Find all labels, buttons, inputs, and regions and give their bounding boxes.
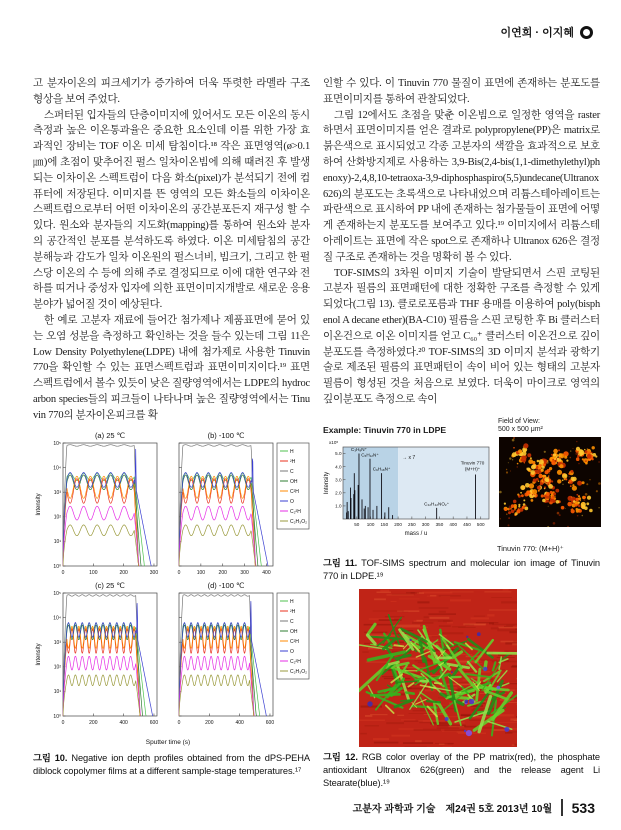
svg-text:450: 450 xyxy=(463,521,471,527)
svg-text:x10⁵: x10⁵ xyxy=(329,439,339,445)
spectrum-svg xyxy=(323,437,493,543)
svg-text:250: 250 xyxy=(408,521,416,527)
svg-text:2.0: 2.0 xyxy=(335,490,342,496)
svg-text:10⁰: 10⁰ xyxy=(53,713,61,720)
svg-text:5.0: 5.0 xyxy=(335,451,342,457)
svg-text:500: 500 xyxy=(476,521,485,527)
header-authors: 이연희 · 이지혜 xyxy=(500,27,574,39)
svg-text:C₂²H: C₂²H xyxy=(290,508,301,515)
depth-profile-row-svg xyxy=(33,430,311,580)
svg-text:400: 400 xyxy=(262,569,271,576)
svg-text:C₂H₃O₂: C₂H₃O₂ xyxy=(290,518,308,525)
svg-text:C₃H₈N⁺: C₃H₈N⁺ xyxy=(350,446,368,452)
svg-text:0: 0 xyxy=(61,719,65,726)
body-paragraph: 한 예로 고분자 재료에 들어간 첨가제나 제품표면에 묻어 있는 오염 성분을 측정하고 확인하는 것을 들수 있는데 그림 11은 Low Density Polyethylene(LDPE) 내에 첨가제로 사용한 Tinuvin 770을 확인할 수 있는 표면스펙트럼과 표면이미지이다.¹⁹ 표면 스펙트럼에서 볼수 있듯이 낮은 질량영역에서는 LDPE의 hydrocarbon species들의 피크들이 나타나며 높은 질량영역에서는 Tinuvin 770의 분자이온피크를 확 xyxy=(33,314,310,421)
figure11-caption-text: TOF-SIMS spectrum and molecular ion image of Tinuvin 770 in LDPE.¹⁹ xyxy=(323,557,600,581)
svg-text:200: 200 xyxy=(119,569,128,576)
fig11-molecular-ion-image xyxy=(499,437,601,527)
svg-text:1.0: 1.0 xyxy=(335,503,342,509)
svg-text:(b) -100 ℃: (b) -100 ℃ xyxy=(207,430,245,440)
figure11-caption xyxy=(323,557,600,583)
figure-10 xyxy=(33,430,310,778)
figure12-caption-text: RGB color overlay of the PP matrix(red), the phosphate antioxidant Ultranox 626(green) and the release agent Li Stearate(blue).¹⁹ xyxy=(323,751,601,788)
svg-text:C₂²H: C₂²H xyxy=(290,658,301,665)
svg-text:300: 300 xyxy=(149,569,159,576)
svg-text:10³: 10³ xyxy=(53,489,61,496)
body-paragraph: 그림 12에서도 초점을 맞춘 이온빔으로 일정한 영역을 raster하면서 표면이미지를 얻은 결과로 polypropylene(PP)은 matrix로 붉은색으로 표시되었고 각종 고분자의 색깔을 효과적으로 보호하여 산화방지제로 사용하는 3,9-Bis(2,4-bis(1,1-dimethylethyl)phenoxy)-2,4,8,10-tetraoxa-3,9-diphosphaspiro(5,5)undecane(Ultranox 626)의 분포도는 초록색으로 나타내었으며 리튬스테아레이트는 파란색으로 표시하여 PP 내에 존재하는 첨가물들이 표면에 어떻게 존재하는지 분포도를 보여주고 있다.¹⁹ 이미지에서 리튬스테아레이트는 표면에 작은 spot으로 존재하나 Ultranox 626은 결정질 구조로 존재하는 것을 명확히 볼 수 있다. xyxy=(323,109,600,263)
page-header xyxy=(500,24,593,40)
svg-text:H: H xyxy=(290,448,294,455)
svg-text:10⁵: 10⁵ xyxy=(53,440,61,447)
fig12-rgb-overlay-image xyxy=(359,589,517,747)
svg-text:10⁵: 10⁵ xyxy=(53,590,61,597)
svg-text:200: 200 xyxy=(89,719,98,726)
figure11-caption-label: 그림 11. xyxy=(323,557,358,568)
svg-text:C₂₂H₄₂NO₂⁺: C₂₂H₄₂NO₂⁺ xyxy=(424,501,450,507)
svg-text:Tinuvin 770: Tinuvin 770 xyxy=(460,460,485,466)
svg-text:mass / u: mass / u xyxy=(404,530,428,537)
svg-text:(c) 25 ℃: (c) 25 ℃ xyxy=(95,580,125,590)
column-right xyxy=(323,76,600,790)
svg-text:C²H: C²H xyxy=(290,488,299,495)
svg-text:O: O xyxy=(290,498,294,505)
svg-text:C₆H₁₂N⁺: C₆H₁₂N⁺ xyxy=(361,452,379,458)
svg-text:O: O xyxy=(290,648,294,655)
figure12-caption-label: 그림 12. xyxy=(323,751,358,762)
svg-text:300: 300 xyxy=(240,569,249,576)
svg-text:10²: 10² xyxy=(53,664,61,671)
svg-text:600: 600 xyxy=(149,719,159,726)
svg-text:Intensity: Intensity xyxy=(36,642,42,666)
fig11-image-label: Tinuvin 770: (M+H)⁺ xyxy=(497,543,564,553)
figure-12 xyxy=(323,589,600,790)
svg-text:100: 100 xyxy=(89,569,98,576)
fig11-title: Example: Tinuvin 770 in LDPE xyxy=(323,424,447,435)
ion-image-svg xyxy=(499,437,601,527)
page-footer xyxy=(353,799,595,816)
svg-text:10⁴: 10⁴ xyxy=(53,464,61,471)
svg-text:(a) 25 ℃: (a) 25 ℃ xyxy=(94,430,126,440)
svg-text:10¹: 10¹ xyxy=(53,688,61,695)
svg-text:C²H: C²H xyxy=(290,638,299,645)
svg-text:10¹: 10¹ xyxy=(53,538,61,545)
svg-text:OH: OH xyxy=(290,478,298,485)
svg-text:10²: 10² xyxy=(53,514,61,521)
fig11-tofsims-spectrum-chart xyxy=(323,437,493,543)
body-paragraph: 인할 수 있다. 이 Tinuvin 770 물질이 표면에 존재하는 분포도를 표면이미지를 통하여 관찰되었다. xyxy=(323,78,600,105)
svg-text:→ x 7: → x 7 xyxy=(402,454,416,461)
svg-text:3.0: 3.0 xyxy=(335,477,342,483)
figure10-caption-text: Negative ion depth profiles obtained from the dPS-PEHA diblock copolymer films at a different sample-stage temperatures.¹⁷ xyxy=(33,752,310,776)
fov-line1: Field of View: xyxy=(498,417,540,425)
svg-text:100: 100 xyxy=(196,569,206,576)
figure12-caption xyxy=(323,751,600,790)
figure10-caption-label: 그림 10. xyxy=(33,752,68,763)
svg-text:Intensity: Intensity xyxy=(324,471,330,495)
figure-11 xyxy=(323,418,600,583)
svg-text:10⁰: 10⁰ xyxy=(53,563,61,570)
fig10-depth-profiles-top-chart xyxy=(33,430,310,580)
svg-text:(d) -100 ℃: (d) -100 ℃ xyxy=(207,580,245,590)
svg-text:200: 200 xyxy=(394,521,402,527)
fig11-body xyxy=(323,437,600,543)
depth-profile-row-svg xyxy=(33,580,311,748)
svg-text:Sputter time (s): Sputter time (s) xyxy=(145,738,191,746)
svg-text:C₂H₃O₂: C₂H₃O₂ xyxy=(290,668,308,675)
body-paragraph: 고 분자이온의 피크세기가 증가하여 더욱 뚜렷한 라멜라 구조 형상을 보여 주었다. xyxy=(33,78,310,105)
svg-text:300: 300 xyxy=(421,521,430,527)
svg-text:4.0: 4.0 xyxy=(335,464,342,470)
overlay-image-svg xyxy=(359,589,517,747)
svg-text:H: H xyxy=(290,598,294,605)
svg-text:600: 600 xyxy=(265,719,275,726)
fov-line2: 500 x 500 μm² xyxy=(498,426,543,434)
svg-text:0: 0 xyxy=(61,569,65,576)
svg-text:Intensity: Intensity xyxy=(36,492,42,516)
svg-text:200: 200 xyxy=(218,569,227,576)
svg-text:350: 350 xyxy=(435,521,444,527)
figure10-caption xyxy=(33,752,310,778)
svg-text:100: 100 xyxy=(366,521,375,527)
fig11-field-of-view-label xyxy=(498,418,600,435)
svg-text:²H: ²H xyxy=(290,608,296,615)
body-paragraph: 스퍼터된 입자들의 단층이미지에 있어서도 모든 이온의 동시측정과 높은 이온통과율은 중요한 요소인데 이를 위한 가장 효과적인 장비는 TOF 이온 미세 탐침이다.¹⁸ 작은 표면영역(ø>0.1 ㎛)에 초점이 맞추어진 펄스 일차이온빔에 의해 때려진 후 발생되는 이차이온 스펙트럼이 다음 화소(pixel)가 분석되기 전에 컴퓨터에 저장된다. 이미지를 뜬 영역의 모든 화소들의 이차이온 스펙트럼으로부터 어떤 이차이온의 공간분포든지 재구성 할 수 있다. 원소와 분자들의 지도화(mapping)를 통하여 원소와 분자의 공간적인 분포를 분석하도록 하였다. 이온 미세탐침의 공간 분해능과 감도가 일차 이온원의 펄스너비, 빔크기, 그리고 한 펄스당 이온의 수 등에 의해 주로 결정되므로 이에 대한 연구와 전하를 띠거나 중성자 입자에 의한 표면이미지개발로 새로운 응용분야가 넓어질 것이 예상된다. xyxy=(33,109,310,311)
svg-text:C₉H₁₈N⁺: C₉H₁₈N⁺ xyxy=(372,466,391,472)
society-logo-icon xyxy=(580,26,593,39)
svg-text:50: 50 xyxy=(354,521,360,527)
svg-text:²H: ²H xyxy=(290,458,296,465)
svg-text:400: 400 xyxy=(119,719,128,726)
svg-text:(M+H)⁺: (M+H)⁺ xyxy=(464,466,481,472)
svg-text:150: 150 xyxy=(380,521,389,527)
svg-text:200: 200 xyxy=(205,719,214,726)
fig10-depth-profiles-bottom-chart xyxy=(33,580,310,748)
svg-text:400: 400 xyxy=(449,521,458,527)
footer-issue-info: 제24권 5호 2013년 10월 xyxy=(445,804,553,815)
body-columns xyxy=(33,76,600,790)
svg-text:0: 0 xyxy=(177,719,181,726)
svg-text:10⁴: 10⁴ xyxy=(53,614,61,621)
svg-text:C: C xyxy=(290,468,294,475)
svg-text:C: C xyxy=(290,618,294,625)
svg-text:OH: OH xyxy=(290,628,298,635)
fig11-header xyxy=(323,418,600,435)
svg-text:400: 400 xyxy=(235,719,244,726)
footer-page-number: 533 xyxy=(571,799,595,816)
column-left xyxy=(33,76,310,790)
footer-journal-title: 고분자 과학과 기술 xyxy=(352,804,436,815)
body-paragraph: TOF-SIMS의 3차원 이미지 기술이 발달되면서 스핀 코팅된 고분자 필름의 표면패턴에 대한 정확한 구조를 측정할 수 있게 되었다(그림 13). 클로로포름과 THF 용매를 이용하여 poly(bisphenol A decane ether)(BA-C10) 필름을 스핀 코팅한 후 Bi 클러스터 이온건으로 이온 이미지를 얻고 C₆₀⁺ 클러스터 이온건으로 깊이분포도를 측정하였다.²⁰ TOF-SIMS의 3D 이미지 분석과 광학기술로 제조된 필름의 표면패턴이 속이 비어 있는 형태의 고분자 필름이 형성된 것을 처음으로 보였다. 더욱이 마이크로 영역의 깊이분포도 측정으로 속이 xyxy=(323,267,600,405)
svg-text:10³: 10³ xyxy=(53,639,61,646)
footer-divider xyxy=(561,799,563,816)
fig11-image-sublabel-row xyxy=(323,544,600,553)
svg-text:0: 0 xyxy=(177,569,181,576)
